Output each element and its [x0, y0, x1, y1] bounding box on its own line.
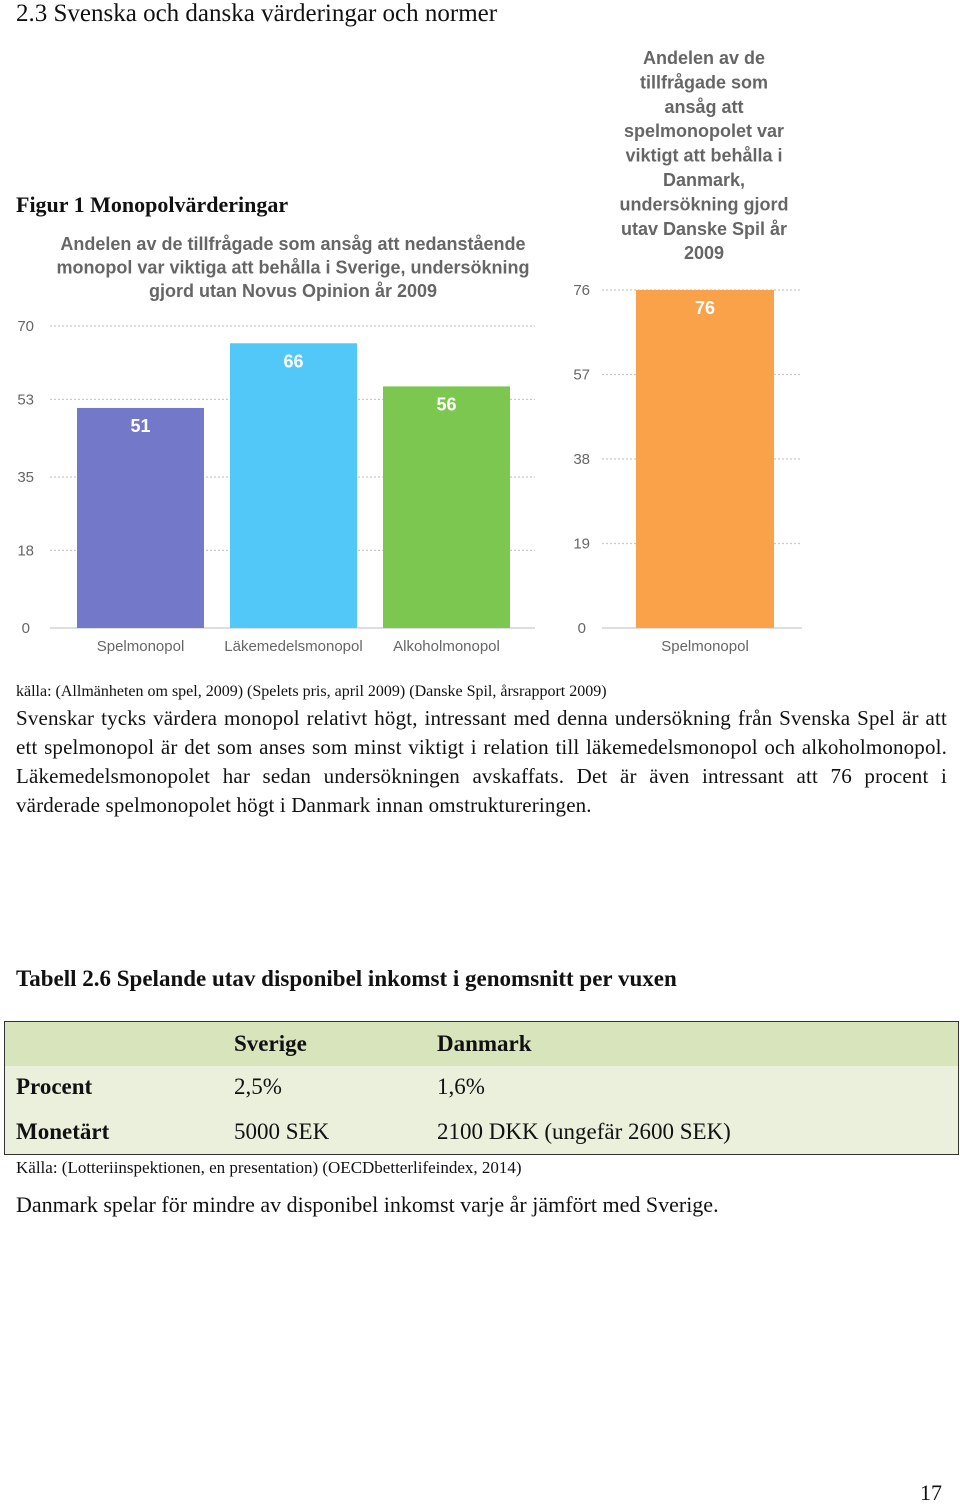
chart-title-line: undersökning gjord: [619, 194, 789, 215]
y-tick-label: 57: [573, 366, 590, 384]
y-tick-label: 0: [577, 620, 586, 637]
x-category-label: Läkemedelsmonopol: [224, 638, 363, 655]
table-row: [5, 1066, 959, 1109]
bar: [77, 408, 204, 628]
table-row-label: Procent: [16, 1074, 93, 1100]
table-cell: 1,6%: [437, 1074, 485, 1100]
figure-source: källa: (Allmänheten om spel, 2009) (Spelets pris, april 2009) (Danske Spil, årsrapport 2009): [16, 683, 607, 700]
table-header-row: [5, 1022, 959, 1066]
table-source: Källa: (Lotteriinspektionen, en presentation) (OECDbetterlifeindex, 2014): [16, 1158, 522, 1177]
page-number: 17: [920, 1480, 942, 1505]
bar-value-label: 76: [694, 298, 716, 318]
table-cell: 2100 DKK (ungefär 2600 SEK): [437, 1118, 731, 1144]
table-title: Tabell 2.6 Spelande utav disponibel inkomst i genomsnitt per vuxen: [16, 966, 677, 991]
figure-1-chart: [0, 40, 960, 670]
table-row: [5, 1109, 959, 1154]
y-tick-label: 35: [17, 469, 34, 486]
x-category-label: Spelmonopol: [96, 638, 185, 655]
bar: [230, 343, 357, 628]
chart-title-line: Andelen av de tillfrågade som ansåg att nedanstående: [60, 234, 526, 254]
chart-title-line: Danmark,: [662, 170, 746, 190]
y-tick-label: 19: [573, 535, 590, 553]
chart-title-line: tillfrågade som: [639, 72, 769, 93]
bar-value-label: 66: [283, 351, 304, 372]
closing-text: Danmark spelar för mindre av disponibel inkomst varje år jämfört med Sverige.: [16, 1192, 719, 1217]
figure-title: Figur 1 Monopolvärderingar: [16, 192, 289, 217]
table-header-cell: [5, 1022, 224, 1066]
chart-title-line: ansåg att: [664, 96, 744, 117]
section-heading: 2.3 Svenska och danska värderingar och normer: [16, 0, 498, 27]
chart-title-line: utav Danske Spil år: [620, 218, 788, 239]
body-paragraph: Svenskar tycks värdera monopol relativt högt, intressant med denna undersökning från Svenska Spel är att ett spelmonopol är det som anses som minst viktigt i relation till läkemedelsmonopol och alkoholmonopol. Läkemedelsmonopolet har sedan undersökningen avskaffats. Det är även intressant att 76 procent i värderade spelmonopolet högt i Danmark innan omstruktureringen.: [16, 706, 947, 817]
data-table: [4, 1021, 959, 1155]
chart-title-line: 2009: [683, 243, 725, 264]
table-cell: 5000 SEK: [234, 1118, 330, 1144]
chart-title-line: spelmonopolet var: [623, 121, 785, 142]
x-category-label: Alkoholmonopol: [393, 638, 500, 655]
table-row-label: Monetärt: [16, 1118, 110, 1144]
y-tick-label: 53: [17, 391, 34, 409]
table-header-cell: Danmark: [437, 1030, 532, 1056]
bar-value-label: 51: [130, 415, 151, 436]
chart-title-line: monopol var viktiga att behålla i Sverige, undersökning: [56, 257, 530, 278]
table-cell: 2,5%: [234, 1074, 282, 1100]
y-tick-label: 76: [573, 282, 590, 299]
y-tick-label: 18: [17, 542, 34, 560]
chart-title-line: gjord utan Novus Opinion år 2009: [148, 281, 438, 301]
chart-title-line: Andelen av de: [642, 48, 766, 68]
chart-title-line: viktigt att behålla i: [625, 145, 783, 166]
x-category-label: Spelmonopol: [661, 638, 749, 655]
y-tick-label: 70: [17, 318, 34, 335]
bar: [636, 290, 774, 628]
bar-value-label: 56: [436, 394, 457, 415]
y-tick-label: 38: [573, 451, 590, 468]
y-tick-label: 0: [21, 620, 30, 637]
bar: [383, 386, 510, 628]
table-header-cell: Sverige: [234, 1030, 307, 1056]
